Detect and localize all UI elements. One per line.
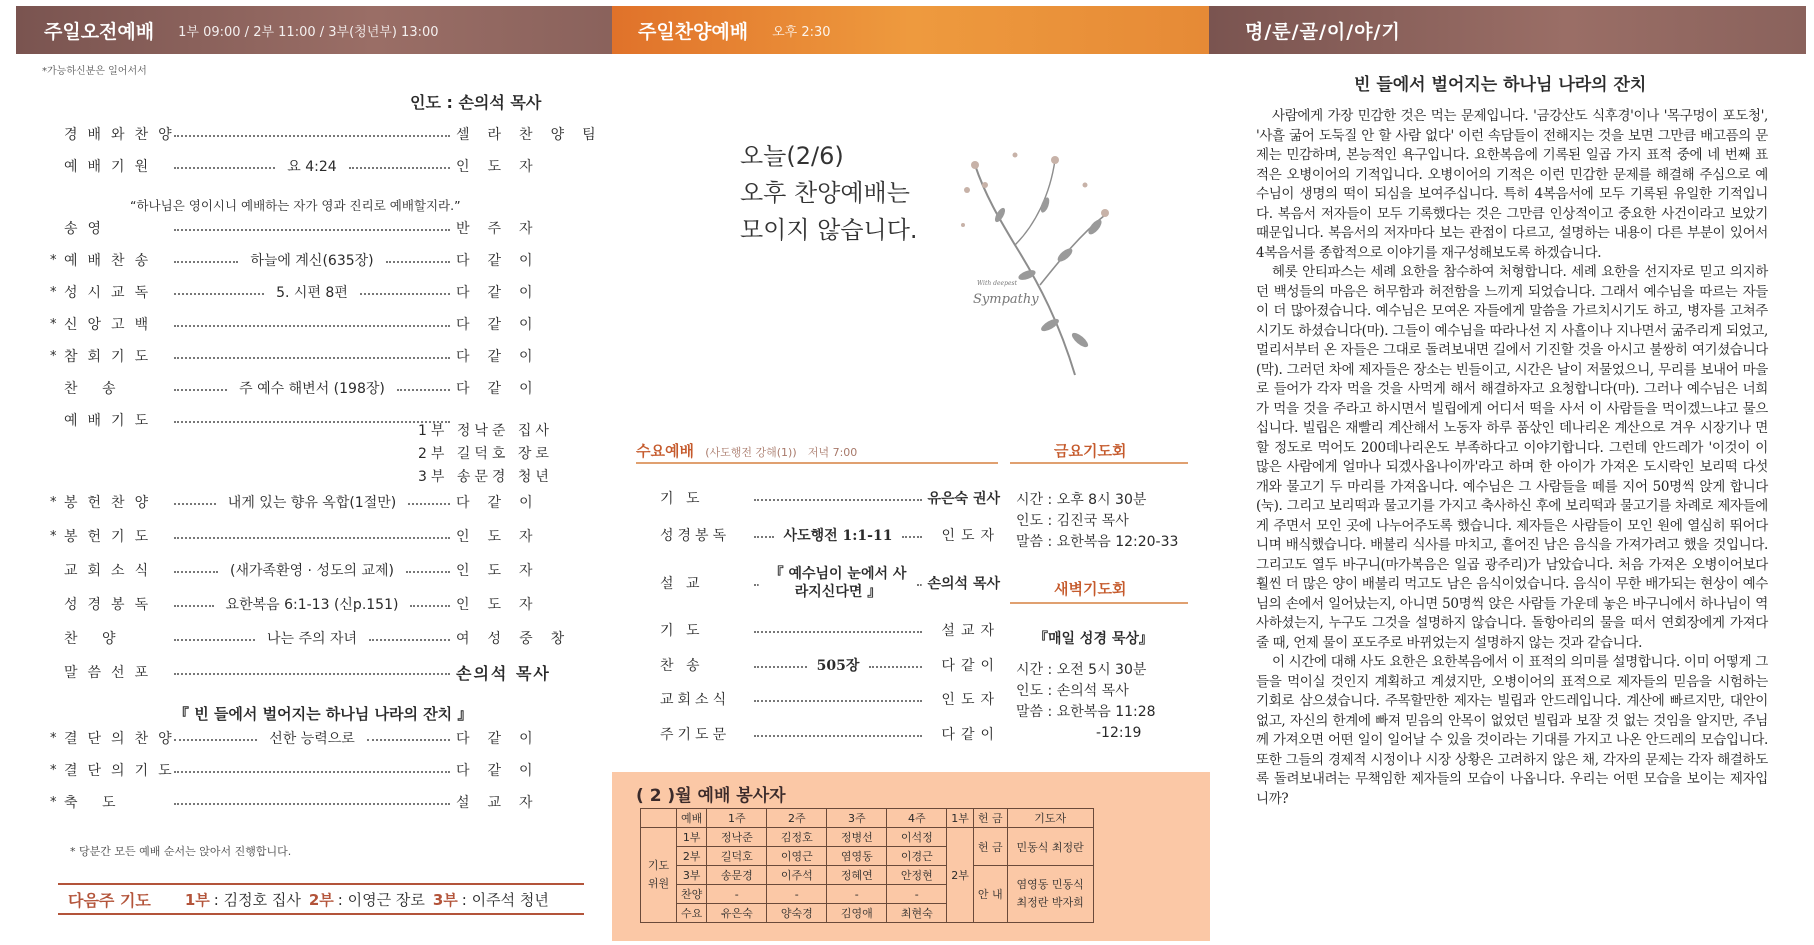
order-label: 예배기도 xyxy=(64,413,159,429)
cell: 수요 xyxy=(677,904,707,923)
cell: 최현숙 xyxy=(887,904,947,923)
leader-dots xyxy=(174,421,450,423)
order-detail: 5. 시편 8편 xyxy=(270,282,354,302)
sunday-morning-times: 1부 09:00 / 2부 11:00 / 3부(청년부) 13:00 xyxy=(178,24,439,40)
next-week-k1: 1부 xyxy=(184,890,210,909)
wednesday-order xyxy=(660,480,1000,752)
guide-label: 안 내 xyxy=(973,866,1007,923)
wednesday-row xyxy=(660,516,1000,554)
order-row xyxy=(50,786,560,818)
order-label: 신앙고백 xyxy=(64,317,159,333)
sunday-morning-title: 주일오전예배 xyxy=(44,20,155,43)
wednesday-rule xyxy=(636,462,998,464)
order-person: 인도자 xyxy=(456,529,551,545)
story-title: 빈 들에서 벌어지는 하나님 나라의 잔치 xyxy=(1354,75,1647,95)
cell: 정낙준 xyxy=(707,828,767,847)
wednesday-label: 기 도 xyxy=(660,491,704,507)
dawn-verse-end: -12:19 xyxy=(1096,725,1142,741)
leader-dots xyxy=(386,261,450,263)
order-label: 송영 xyxy=(64,221,112,237)
prayer-1: 1부 정낙준 집사 xyxy=(418,423,553,439)
afternoon-notice xyxy=(740,138,918,249)
order-star: * xyxy=(50,762,57,778)
next-week-k3: 3부 xyxy=(432,890,458,909)
cell: 김정호 xyxy=(767,828,827,847)
leader-dots xyxy=(367,739,450,741)
cell: 이주석 xyxy=(767,866,827,885)
order-person: 다같이 xyxy=(456,285,551,301)
cell: 이석정 xyxy=(887,828,947,847)
cell: 염영동 xyxy=(827,847,887,866)
wednesday-label: 기 도 xyxy=(660,623,704,639)
john-quote: “하나님은 영이시니 예배하는 자가 영과 진리로 예배할지라.” xyxy=(130,198,461,213)
leader-dots xyxy=(754,700,922,702)
leader-dots xyxy=(174,803,450,805)
order-person: 다같이 xyxy=(456,317,551,333)
wednesday-person: 설교자 xyxy=(941,623,1000,639)
wednesday-person: 인도자 xyxy=(941,692,1000,708)
leader-dots xyxy=(174,167,275,169)
vh-blank xyxy=(641,809,677,828)
caption-line-1: With deepest xyxy=(977,280,1017,287)
order-row xyxy=(50,622,583,654)
order-label: 봉헌기도 xyxy=(64,529,159,545)
cell: - xyxy=(767,885,827,904)
order-row xyxy=(50,754,560,786)
notice-line-1: 오늘(2/6) xyxy=(740,142,844,170)
order-row xyxy=(50,554,560,586)
leader-dots xyxy=(174,673,450,675)
notice-line-2: 오후 찬양예배는 xyxy=(740,179,910,207)
cell: 김영애 xyxy=(827,904,887,923)
order-label: 찬 양 xyxy=(64,631,126,647)
order-person: 인도자 xyxy=(456,159,551,175)
order-person: 다같이 xyxy=(456,763,551,779)
wednesday-row xyxy=(660,682,1000,716)
dawn-leader: 인도 : 손의석 목사 xyxy=(1016,683,1129,699)
leader-dots xyxy=(360,293,450,295)
order-detail: 내게 있는 향유 옥합(1절만) xyxy=(222,492,402,512)
order-label: 봉헌찬양 xyxy=(64,495,159,511)
afternoon-header xyxy=(612,6,1209,54)
order-label: 축 도 xyxy=(64,795,126,811)
friday-title: 금요기도회 xyxy=(1054,442,1127,460)
order-row xyxy=(50,520,560,552)
prayer-2: 2부 길덕호 장로 xyxy=(418,446,553,462)
flower-illustration xyxy=(955,135,1125,380)
prayer-3: 3부 송문경 청년 xyxy=(418,469,553,485)
story-paragraph-2: 헤롯 안티파스는 세례 요한을 참수하여 처형합니다. 세례 요한을 선지자로 믿고 의지하던 백성들의 마음은 허무함과 허전함을 느끼게 되었습니다. 그래서 예수님을 따르는 자들이 더 많아졌습니다. 예수님은 모여온 자들에게 말씀을 가르치시기도 하고, 병자를 고쳐주시기도 하셨습니다(마). 그들이 예수님을 따라나선 지 사흘이나 지나면서 굶주리게 되었고, 멀리서부터 온 자들은 그대로 돌려보내면 길에서 기진할 것을 아시고 불쌍히 여기셨습니다(막). 그러던 차에 제자들은 장소는 빈들이고, 시간은 날이 저물었으니, 무리를 보내어 마을로 들어가 각자 먹을 것을 사먹게 해서 해결하자고 요청합니다(마). 그러나 예수님은 너희가 먹을 것을 주라고 하시면서 빌립에게 어디서 떡을 사서 이 사람들을 먹이겠느냐고 물으십니다. 빌립은 재빨리 계산해서 노동자 하루 품삯인 데나리온 계산으로 겨우 시장기나 면할 정도로 먹어도 200데나리온도 부족하다고 이야기합니다. 그런데 안드레가 '이것이 이 많은 사람에게 얼마나 되겠사옵나이까'라고 하며 한 아이가 가져온 도시락인 보리떡 다섯 개와 물고기 두 마리를 가져옵니다. 예수님은 그 사람들을 떼를 지어 50명씩 앉게 합니다(눅). 그리고 보리떡과 물고기를 가지고 축사하신 후에 보리떡과 물고기를 차례로 제자들에게 주면서 모인 곳에 나누어주도록 했습니다. 제자들은 사람들이 모인 원에 열심히 뛰어다니며 배식했습니다. 배불리 식사를 마치고, 흩어진 남은 음식을 가져가려고 했을 것입니다. 그리고도 열두 바구니(마가복음은 일곱 광주리)가 남았습니다. 처음 가져온 오병이어보다 훨씬 더 많은 양이 배불리 먹고도 남은 음식이었습니다. 음식이 무한 배가되는 현상이 예수님의 손에서 일어났는지, 아니면 50명씩 앉은 사람들 가운데 놓은 바구니에서 하나님이 역사하셨는지, 누구도 그것을 설명하지 않습니다. 돌항아리의 물을 떠서 연회장에게 가져다줄 때, 언제 물이 포도주로 바뀌었는지 설명하지 않는 것과 같습니다. xyxy=(1256,264,1768,651)
leader-dots xyxy=(174,771,450,773)
order-star: * xyxy=(50,794,57,810)
order-person: 설교자 xyxy=(456,795,551,811)
order-label: 경배와찬양 xyxy=(64,127,182,143)
wednesday-title: 수요예배 xyxy=(636,442,694,460)
vh-0: 예배 xyxy=(677,809,707,828)
order-label: 말씀선포 xyxy=(64,665,159,681)
leader-dots xyxy=(349,167,450,169)
story-header xyxy=(1209,6,1806,54)
volunteer-row xyxy=(641,866,1094,885)
order-person: 손의석 목사 xyxy=(456,663,551,683)
order-row xyxy=(50,150,560,182)
order-detail: 선한 능력으로 xyxy=(263,728,361,748)
order-star: * xyxy=(50,348,57,364)
cell: 3부 xyxy=(677,866,707,885)
cell: 정병선 xyxy=(827,828,887,847)
friday-leader: 인도 : 김진국 목사 xyxy=(1016,513,1129,529)
wednesday-label: 주기도문 xyxy=(660,727,731,743)
order-detail: 나는 주의 자녀 xyxy=(261,628,363,648)
order-row xyxy=(50,308,560,340)
leader-dots xyxy=(174,571,218,573)
offering-label: 헌 금 xyxy=(973,828,1007,866)
order-person: 여성중창 xyxy=(456,631,583,647)
wednesday-row xyxy=(660,554,1000,612)
notice-line-3: 모이지 않습니다. xyxy=(740,216,918,244)
cell: - xyxy=(887,885,947,904)
friday-time: 시간 : 오후 8시 30분 xyxy=(1016,492,1147,508)
leader-dots xyxy=(754,666,807,668)
cell: 길덕호 xyxy=(707,847,767,866)
order-star: * xyxy=(50,316,57,332)
order-person: 다같이 xyxy=(456,349,551,365)
wednesday-label: 찬 송 xyxy=(660,658,704,674)
leader-dots xyxy=(410,605,450,607)
leader-dots xyxy=(174,325,450,327)
leader-dots xyxy=(754,499,922,501)
wednesday-person: 유은숙 권사 xyxy=(927,491,1000,507)
cell: 유은숙 xyxy=(707,904,767,923)
leader-dots xyxy=(917,584,922,586)
cell: 안정현 xyxy=(887,866,947,885)
order-label: 성경봉독 xyxy=(64,597,159,613)
wednesday-detail: 사도행전 1:1-11 xyxy=(783,528,893,544)
dawn-title: 새벽기도회 xyxy=(1054,580,1127,598)
vh-3: 3주 xyxy=(827,809,887,828)
order-label: 찬 송 xyxy=(64,381,126,397)
guide-names-1: 염영동 민동식 xyxy=(1016,878,1084,891)
wednesday-header xyxy=(636,440,857,461)
leader-dots xyxy=(369,639,450,641)
leader-dots xyxy=(174,503,216,505)
order-star: * xyxy=(50,528,57,544)
wednesday-time: 저녁 7:00 xyxy=(807,446,858,459)
wednesday-label: 성경봉독 xyxy=(660,528,731,544)
afternoon-title: 주일찬양예배 xyxy=(638,20,749,43)
next-week-k2: 2부 xyxy=(308,890,334,909)
volunteer-table xyxy=(640,808,1094,923)
order-row xyxy=(50,118,614,150)
order-row xyxy=(50,372,560,404)
guide-names xyxy=(1007,866,1093,923)
order-row xyxy=(50,722,560,754)
wednesday-row xyxy=(660,480,1000,516)
dawn-rule xyxy=(1010,602,1188,604)
cell: 1부 xyxy=(677,828,707,847)
order-star: * xyxy=(50,284,57,300)
cell: 송문경 xyxy=(707,866,767,885)
wednesday-detail: 505장 xyxy=(816,658,860,674)
worship-leader: 인도 : 손의석 목사 xyxy=(410,93,542,112)
afternoon-time: 오후 2:30 xyxy=(772,24,831,40)
order-row xyxy=(50,276,560,308)
leader-dots xyxy=(754,631,922,633)
order-label: 결단의찬양 xyxy=(64,731,182,747)
wednesday-person: 다같이 xyxy=(941,727,1000,743)
order-person: 반주자 xyxy=(456,221,551,237)
wednesday-row xyxy=(660,648,1000,682)
story-paragraph-3: 이 시간에 대해 사도 요한은 요한복음에서 이 표적의 의미를 설명합니다. 이미 어떻게 그들을 먹이실 것인지 계획하고 계셨지만, 오병이어의 표적으로 제자들의 믿음을 시험하는 기회로 삼으셨습니다. 주목할만한 제자는 빌립과 안드레입니다. 계산에 빠르지만, 대안이 없고, 자신의 한계에 빠져 믿음의 안목이 없었던 빌립과 보잘 것 없는 것임을 알지만, 주님께 가져오면 어떤 일이 일어날 수 있을 것이라는 기대를 가지고 나온 안드레의 모습입니다. 또한 그들의 경제적 시정이나 시장 상황은 고려하지 않은 채, 각자의 문제는 각자 해결하도록 돌려보내려는 무책임한 제자들의 모습이 나옵니다. 우리는 어떤 모습을 보이는 제자입니까? xyxy=(1256,654,1768,807)
standing-note: *가능하신분은 일어서서 xyxy=(42,66,147,77)
order-label: 성시교독 xyxy=(64,285,159,301)
story-paragraph-1: 사람에게 가장 민감한 것은 먹는 문제입니다. '금강산도 식후경'이나 '목구멍이 포도청', '사흘 굶어 도둑질 안 할 사람 없다' 이런 속담들이 전해지는 것을 보면 그만큼 배고픔의 문제는 민감하며, 본능적인 욕구입니다. 요한복음에 기록된 일곱 가지 표적 중에 네 번째 표적은 오병이어의 기적입니다. 오병이어의 기적은 이런 민감한 문제를 해결해 주심으로 예수님이 생명의 떡이 되심을 보여주십니다. 특히 4복음서에 모두 기록된 유일한 기적입니다. 복음서 저자들이 모두 기록했다는 것은 그만큼 인상적이고 중요한 사건이라고 보았기 때문입니다. 복음서의 저자마다 보는 관점이 다르고, 설명하는 내용이 다른 부분이 있어서 4복음서를 종합적으로 이야기를 재구성해보도록 하겠습니다. xyxy=(1256,108,1768,261)
order-person: 인도자 xyxy=(456,563,551,579)
dawn-info xyxy=(1016,660,1156,744)
wednesday-person: 다같이 xyxy=(941,658,1000,674)
leader-dots xyxy=(406,571,450,573)
order-star: * xyxy=(50,494,57,510)
order-person: 셀라찬양팀 xyxy=(456,127,614,143)
vh-1: 1주 xyxy=(707,809,767,828)
seated-note: * 당분간 모든 예배 순서는 앉아서 진행합니다. xyxy=(70,845,292,858)
dawn-verse: 말씀 : 요한복음 11:28 xyxy=(1016,704,1156,720)
leader-dots xyxy=(408,503,450,505)
wednesday-detail: 『 예수님이 눈에서 사라지신다면 』 xyxy=(769,566,907,600)
order-person: 다같이 xyxy=(456,253,551,269)
order-row xyxy=(50,212,560,244)
story-header-title: 명/룬/골/이/야/기 xyxy=(1245,20,1401,43)
sunday-morning-header xyxy=(16,6,612,54)
cell: - xyxy=(827,885,887,904)
leader-dots xyxy=(174,639,255,641)
order-detail: 요한복음 6:1-13 (신p.151) xyxy=(220,594,405,614)
cell: 찬양 xyxy=(677,885,707,904)
cell: - xyxy=(707,885,767,904)
next-week-prayer xyxy=(58,883,584,915)
leader-dots xyxy=(174,293,264,295)
order-detail: 주 예수 해변서 (198장) xyxy=(233,378,391,398)
order-star: * xyxy=(50,252,57,268)
next-week-v3: : 이주석 청년 xyxy=(461,890,549,909)
leader-dots xyxy=(902,536,922,538)
order-label: 예배기원 xyxy=(64,159,159,175)
leader-dots xyxy=(174,261,238,263)
row-group: 기도 위원 xyxy=(641,828,677,923)
order-person: 인도자 xyxy=(456,597,551,613)
leader-dots xyxy=(174,389,227,391)
friday-info xyxy=(1016,490,1178,553)
vh-6: 헌 금 xyxy=(973,809,1007,828)
volunteer-title: ( 2 )월 예배 봉사자 xyxy=(636,786,786,806)
order-person: 다같이 xyxy=(456,381,551,397)
order-detail: (새가족환영 · 성도의 교제) xyxy=(224,560,400,580)
wednesday-person: 손의석 목사 xyxy=(927,576,1000,592)
wednesday-row xyxy=(660,612,1000,648)
cell: 정혜연 xyxy=(827,866,887,885)
order-person: 다같이 xyxy=(456,731,551,747)
volunteer-header-row xyxy=(641,809,1094,828)
friday-verse: 말씀 : 요한복음 12:20-33 xyxy=(1016,534,1179,550)
leader-dots xyxy=(754,536,774,538)
cell: 이영근 xyxy=(767,847,827,866)
wednesday-label: 설 교 xyxy=(660,576,704,592)
next-week-v1: : 김정호 집사 xyxy=(213,890,301,909)
cell: 이경근 xyxy=(887,847,947,866)
guide-names-2: 최정란 박자희 xyxy=(1016,896,1084,909)
order-label: 교회소식 xyxy=(64,563,159,579)
cell: 2부 xyxy=(677,847,707,866)
cell: 양숙경 xyxy=(767,904,827,923)
leader-dots xyxy=(174,229,450,231)
order-person: 다같이 xyxy=(456,495,551,511)
leader-dots xyxy=(174,135,450,137)
wednesday-subtitle: (사도행전 강해(1)) xyxy=(705,446,797,459)
sermon-title: 『 빈 들에서 벌어지는 하나님 나라의 잔치 』 xyxy=(174,705,473,723)
vh-4: 4주 xyxy=(887,809,947,828)
part-2: 2부 xyxy=(947,828,974,923)
order-row xyxy=(50,340,560,372)
order-row xyxy=(50,588,560,620)
order-row xyxy=(50,486,560,518)
story-body xyxy=(1256,107,1768,809)
volunteer-row xyxy=(641,828,1094,847)
vh-7: 기도자 xyxy=(1007,809,1093,828)
leader-dots xyxy=(754,584,759,586)
order-row xyxy=(50,244,560,276)
leader-dots xyxy=(174,537,450,539)
order-star: * xyxy=(50,730,57,746)
prayer-list xyxy=(418,420,553,489)
leader-dots xyxy=(174,739,257,741)
order-detail: 요 4:24 xyxy=(281,156,342,176)
order-label: 참회기도 xyxy=(64,349,159,365)
caption-line-2: Sympathy xyxy=(973,292,1039,307)
leader-dots xyxy=(174,357,450,359)
order-label: 예배찬송 xyxy=(64,253,159,269)
dawn-program: 『매일 성경 묵상』 xyxy=(1034,631,1153,647)
leader-dots xyxy=(754,735,922,737)
wednesday-row xyxy=(660,716,1000,752)
wednesday-label: 교회소식 xyxy=(660,692,731,708)
dawn-time: 시간 : 오전 5시 30분 xyxy=(1016,662,1147,678)
friday-rule xyxy=(1010,462,1188,464)
next-week-v2: : 이영근 장로 xyxy=(337,890,425,909)
order-detail: 하늘에 계신(635장) xyxy=(244,250,379,270)
order-row xyxy=(50,656,560,688)
volunteer-panel xyxy=(612,772,1210,941)
wednesday-person: 인도자 xyxy=(941,528,1001,544)
leader-dots xyxy=(869,666,922,668)
order-label: 결단의기도 xyxy=(64,763,182,779)
vh-2: 2주 xyxy=(767,809,827,828)
offering-names: 민동식 최정란 xyxy=(1007,828,1093,866)
next-week-title: 다음주 기도 xyxy=(68,890,151,910)
leader-dots xyxy=(174,605,214,607)
vh-5: 1부 xyxy=(947,809,974,828)
leader-dots xyxy=(397,389,450,391)
